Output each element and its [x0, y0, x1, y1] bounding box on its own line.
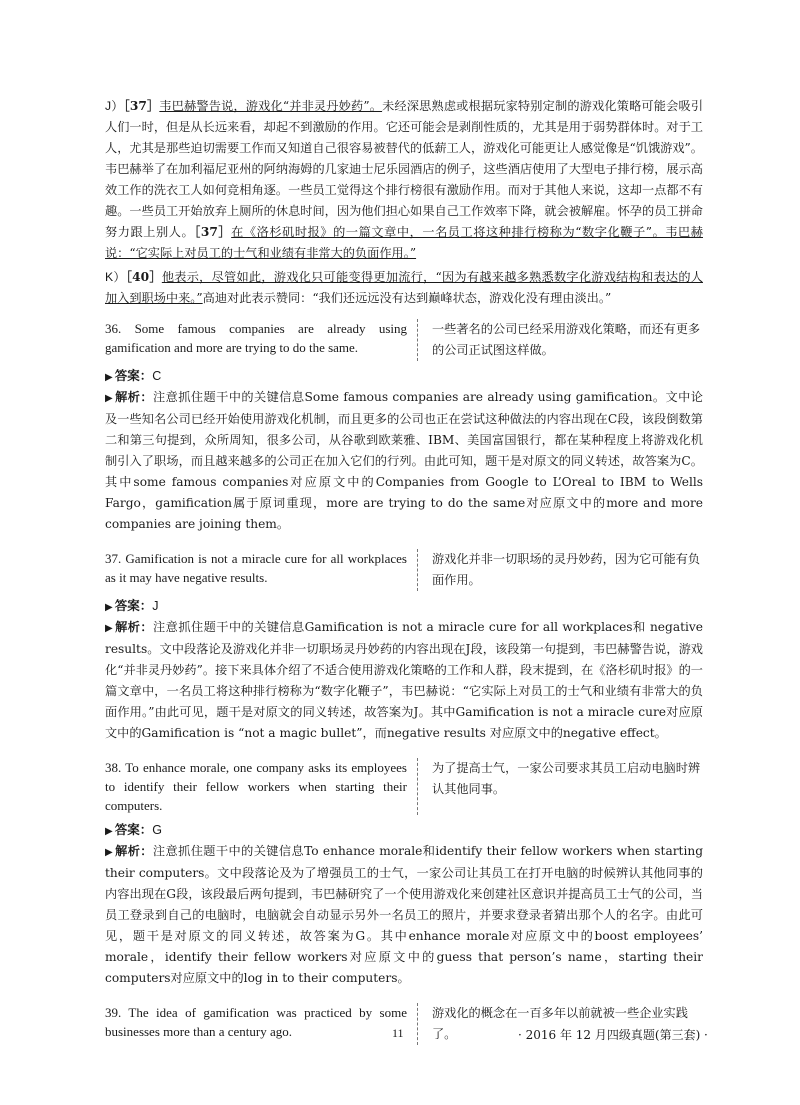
question-en: 39. The idea of gamification was practiced by some businesses more than a century ago. [105, 1005, 407, 1039]
answer-38 [105, 821, 703, 841]
question-cn: 游戏化并非一切职场的灵丹妙药，因为它可能有负面作用。 [417, 549, 702, 591]
passage-paragraph-k [105, 267, 703, 309]
triangle-icon: ▶ [105, 602, 113, 613]
page-footer-source: · 2016 年 12 月四级真题(第三套) · [518, 1028, 708, 1042]
question-tag-37: ［37］ [123, 99, 160, 113]
page-number: 11 [392, 1026, 404, 1040]
paragraph-label-k: K） [105, 270, 126, 284]
answer-label: 答案： [114, 369, 153, 383]
question-en: 36. Some famous companies are already using gamification and more are trying to do the same. [105, 321, 407, 355]
question-tag-40: ［40］ [125, 270, 162, 284]
analysis-36 [105, 387, 703, 535]
analysis-label: 解析： [115, 844, 153, 858]
answer-value: J [152, 599, 159, 613]
answer-36 [105, 367, 703, 387]
triangle-icon: ▶ [105, 826, 113, 837]
document-page [105, 96, 703, 1045]
question-36 [105, 319, 703, 361]
answer-label: 答案： [114, 599, 153, 613]
question-en: 37. Gamification is not a miracle cure for all workplaces as it may have negative results. [105, 551, 407, 585]
underlined-key-sentence-k: 他表示，尽管如此，游戏化只可能变得更加流行，“因为有越来越多熟悉数字化游戏结构和表达的人加入到职场中来。” [105, 270, 703, 305]
question-cn: 一些著名的公司已经采用游戏化策略，而还有更多的公司正试图这样做。 [417, 319, 702, 361]
analysis-37 [105, 617, 703, 744]
underlined-key-sentence-2: 在《洛杉矶时报》的一篇文章中，一名员工将这种排行榜称为“数字化鞭子”。韦巴赫说：“它实际上对员工的士气和业绩有非常大的负面作用。” [105, 225, 703, 260]
triangle-icon: ▶ [105, 393, 114, 404]
question-cn: 为了提高士气，一家公司要求其员工启动电脑时辨认其他同事。 [417, 758, 702, 815]
analysis-38 [105, 841, 703, 989]
passage-text-k: 高迪对此表示赞同：“我们还远远没有达到巅峰状态，游戏化没有理由淡出。” [202, 291, 612, 305]
question-cn: 游戏化的概念在一百多年以前就被一些企业实践了。 [417, 1003, 702, 1045]
answer-value: G [152, 823, 162, 837]
analysis-text: 注意抓住题干中的关键信息Gamification is not a miracle cure for all workplaces和 negative results。文中段落论及游戏化并非一切职场灵丹妙药的内容出现在J段，该段第一句提到，韦巴赫警告说，游戏化“并非灵丹妙药”。接下来具体介绍了不适合使用游戏化策略的工作和人群，段末提到，在《洛杉矶时报》的一篇文章中，一名员工将这种排行榜称为“数字化鞭子”，韦巴赫说：“它实际上对员工的士气和业绩有非常大的负面作用。”由此可见，题干是对原文的同义转述，故答案为J。其中Gamification is not a miracle cure对应原文中的Gamification is “not a magic bullet”，而negative results 对应原文中的negative effect。 [105, 620, 703, 740]
answer-value: C [152, 369, 162, 383]
question-37 [105, 549, 703, 591]
passage-text: 未经深思熟虑或根据玩家特别定制的游戏化策略可能会吸引人们一时，但是从长远来看，却起不到激励的作用。它还可能会是剥削性质的，尤其是用于弱势群体时。对于工人，尤其是那些迫切需要工作而又知道自己很容易被替代的低薪工人，游戏化可能更让人感觉像是“饥饿游戏”。韦巴赫举了在加利福尼亚州的阿纳海姆的几家迪士尼乐园酒店的例子，这些酒店使用了大型电子排行榜，展示高效工作的洗衣工人如何竞相角逐。一些员工觉得这个排行榜很有激励作用。而对于其他人来说，这却一点都不有趣。一些员工开始放弃上厕所的休息时间，因为他们担心如果自己工作效率下降，就会被解雇。怀孕的员工拼命努力跟上别人。 [105, 99, 704, 239]
question-38 [105, 758, 703, 815]
analysis-text: 注意抓住题干中的关键信息Some famous companies are already using gamification。文中论及一些知名公司已经开始使用游戏化机制，而且更多的公司也正在尝试这种做法的内容出现在C段，该段倒数第二和第三句提到，众所周知，很多公司，从谷歌到欧莱雅、IBM、美国富国银行，都在某种程度上将游戏化机制引入了职场，而且越来越多的公司正在加入它们的行列。由此可知，题干是对原文的同义转述，故答案为C。其中some famous companies对应原文中的Companies from Google to L’Oreal to IBM to Wells Fargo，gamification属于原词重现，more are trying to do the same对应原文中的more and more companies are joining them。 [105, 390, 703, 531]
analysis-label: 解析： [115, 620, 154, 634]
underlined-key-sentence: 韦巴赫警告说，游戏化“并非灵丹妙药”。 [159, 99, 383, 113]
passage-paragraph-j [105, 96, 703, 264]
answer-37 [105, 597, 703, 617]
analysis-label: 解析： [115, 390, 154, 404]
triangle-icon: ▶ [105, 847, 114, 858]
question-en: 38. To enhance morale, one company asks its employees to identify their fellow workers when starting their computers. [105, 760, 407, 813]
paragraph-label-j: J） [105, 99, 124, 113]
question-tag-37-second: ［37］ [194, 225, 232, 239]
triangle-icon: ▶ [105, 372, 113, 383]
answer-label: 答案： [114, 823, 153, 837]
triangle-icon: ▶ [105, 623, 114, 634]
analysis-text: 注意抓住题干中的关键信息To enhance morale和identify their fellow workers when starting their computers。文中段落论及为了增强员工的士气，一家公司让其员工在打开电脑的时候辨认其他同事的内容出现在G段，该段最后两句提到，韦巴赫研究了一个使用游戏化来创建社区意识并提高员工士气的公司，当员工登录到自己的电脑时，电脑就会自动显示另外一名员工的照片，并要求登录者猜出那个人的名字。由此可见，题干是对原文的同义转述，故答案为G。其中enhance morale对应原文中的boost employees’ morale，identify their fellow workers对应原文中的guess that person’s name，starting their computers对应原文中的log in to their computers。 [105, 844, 703, 985]
